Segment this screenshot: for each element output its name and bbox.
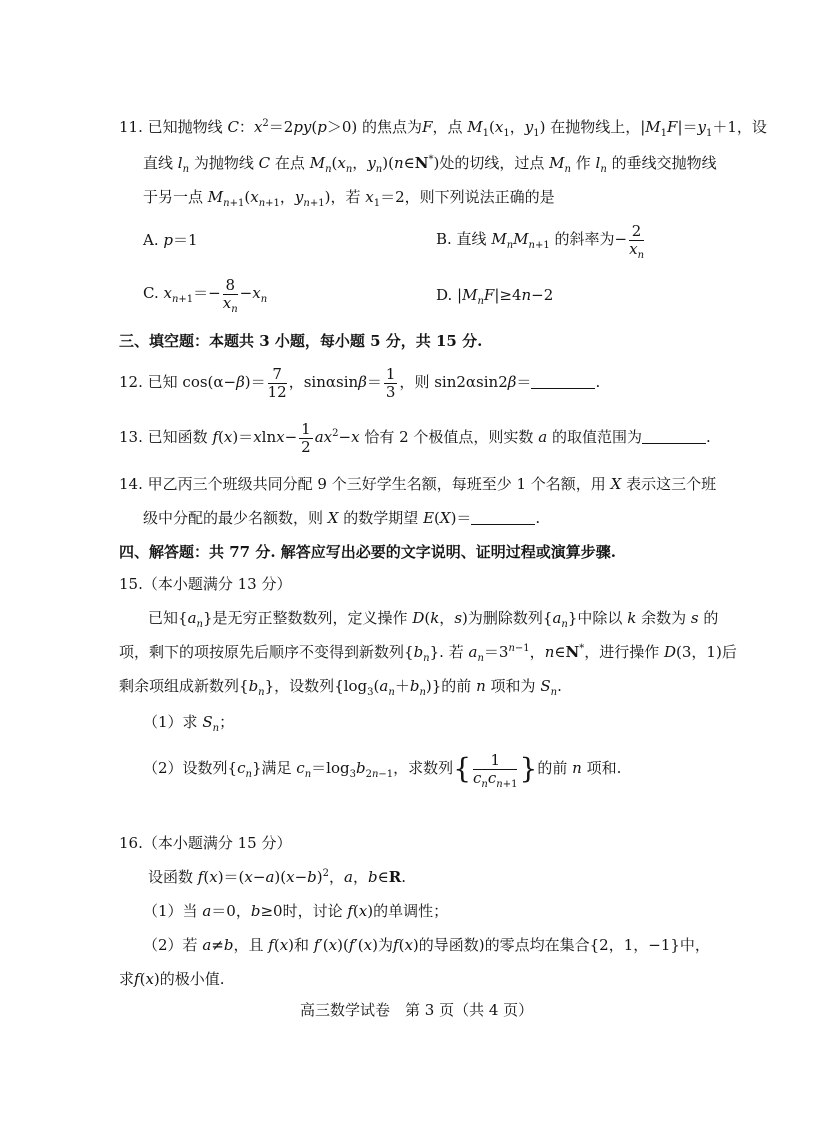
q15-para-line2: 项，剩下的项按原先后顺序不变得到新数列$\{b_n\}$. 若 $a_n=3^{n-1}$，n∈N*，进行操作 D(3，1)后 [119,643,737,664]
q12-line: 12. 已知 cos(α−β)＝ $\frac{7}{12}$ ，sinαsinβ＝ $\frac{1}{3}$ ，则 sin2αsin2β＝ . [119,364,601,401]
q15-sub1: （1）求 $S_n$； [143,713,235,734]
q14-line1: 14. 甲乙丙三个班级共同分配 9 个三好学生名额，每班至少 1 个名额，用 X 表示这三个班 [119,475,717,493]
q16-sub2-cont: 求f(x)的极小值. [119,970,225,988]
q11-option-d: D. $|M_nF|\ge 4n-2$ [436,286,554,307]
q16-para: 设函数 $f(x)=(x-a)(x-b)^2$，a，b∈R. [148,868,406,886]
section-4-heading: 四、解答题：共 77 分. 解答应写出必要的文字说明、证明过程或演算步骤. [119,543,616,561]
q14-answer-blank[interactable] [471,510,535,525]
q11-option-a: A. p＝1 [143,231,198,249]
q11-option-b: B. 直线 $M_nM_{n+1}$ 的斜率为− $\frac{2}{x_n}$ [436,221,645,261]
page-footer: 高三数学试卷 第 3 页（共 4 页） [300,1001,534,1019]
q15-para-line1: 已知$\{a_n\}$是无穷正整数数列，定义操作 D(k，s)为删除数列$\{a_n\}$中除以 k 余数为 s 的 [148,609,719,630]
q15-para-line3: 剩余项组成新数列$\{b_n\}$，设数列$\{\log_3(a_n+b_n)\}$的前 n 项和为 $S_n$. [119,677,562,698]
q11-line2: 直线 $l_n$ 为抛物线 C 在点 $M_n(x_n$，$y_n)(n\in N^*)$处的切线，过点 $M_n$ 作 $l_n$ 的垂线交抛物线 [143,154,717,175]
q13-line: 13. 已知函数 f(x)＝xlnx− $\frac{1}{2}$ $ax^2-x$ 恰有 2 个极值点，则实数 a 的取值范围为 . [119,419,711,456]
q16-heading: 16.（本小题满分 15 分） [119,834,292,852]
q14-line2: 级中分配的最少名额数，则 X 的数学期望 E(X)＝ . [143,509,541,527]
q15-heading: 15.（本小题满分 13 分） [119,575,292,593]
q13-answer-blank[interactable] [642,429,706,444]
section-3-heading: 三、填空题：本题共 3 小题，每小题 5 分，共 15 分. [119,332,483,350]
q11-option-c: C. $x_{n+1}=-$ $\frac{8}{x_n}$ $-x_n$ [143,275,268,315]
q15-sub2: （2）设数列$\{c_n\}$满足 $c_n=\log_3b_{2n-1}$，求数列{ $\frac{1}{c_nc_{n+1}}$ }的前 n 项和. [143,750,622,790]
q16-sub2: （2）若 a≠b，且 f(x)和 f′(x)(f′(x)为f(x)的导函数)的零点均在集合{2，1，−1}中， [143,936,710,954]
q16-sub1: （1）当 a＝0，b≥0时，讨论 f(x)的单调性； [143,902,449,920]
q11-line1: 11. 已知抛物线 C：$x^2=2py(p>0)$ 的焦点为F，点 $M_1(x_1$，$y_1$) 在抛物线上，$|M_1F|=y_1+1$，设 [119,118,767,139]
q11-number: 11. [119,118,143,136]
q12-answer-blank[interactable] [531,374,595,389]
q11-line3: 于另一点 $M_{n+1}(x_{n+1}$，$y_{n+1}$)，若 $x_1=2$，则下列说法正确的是 [143,188,555,209]
